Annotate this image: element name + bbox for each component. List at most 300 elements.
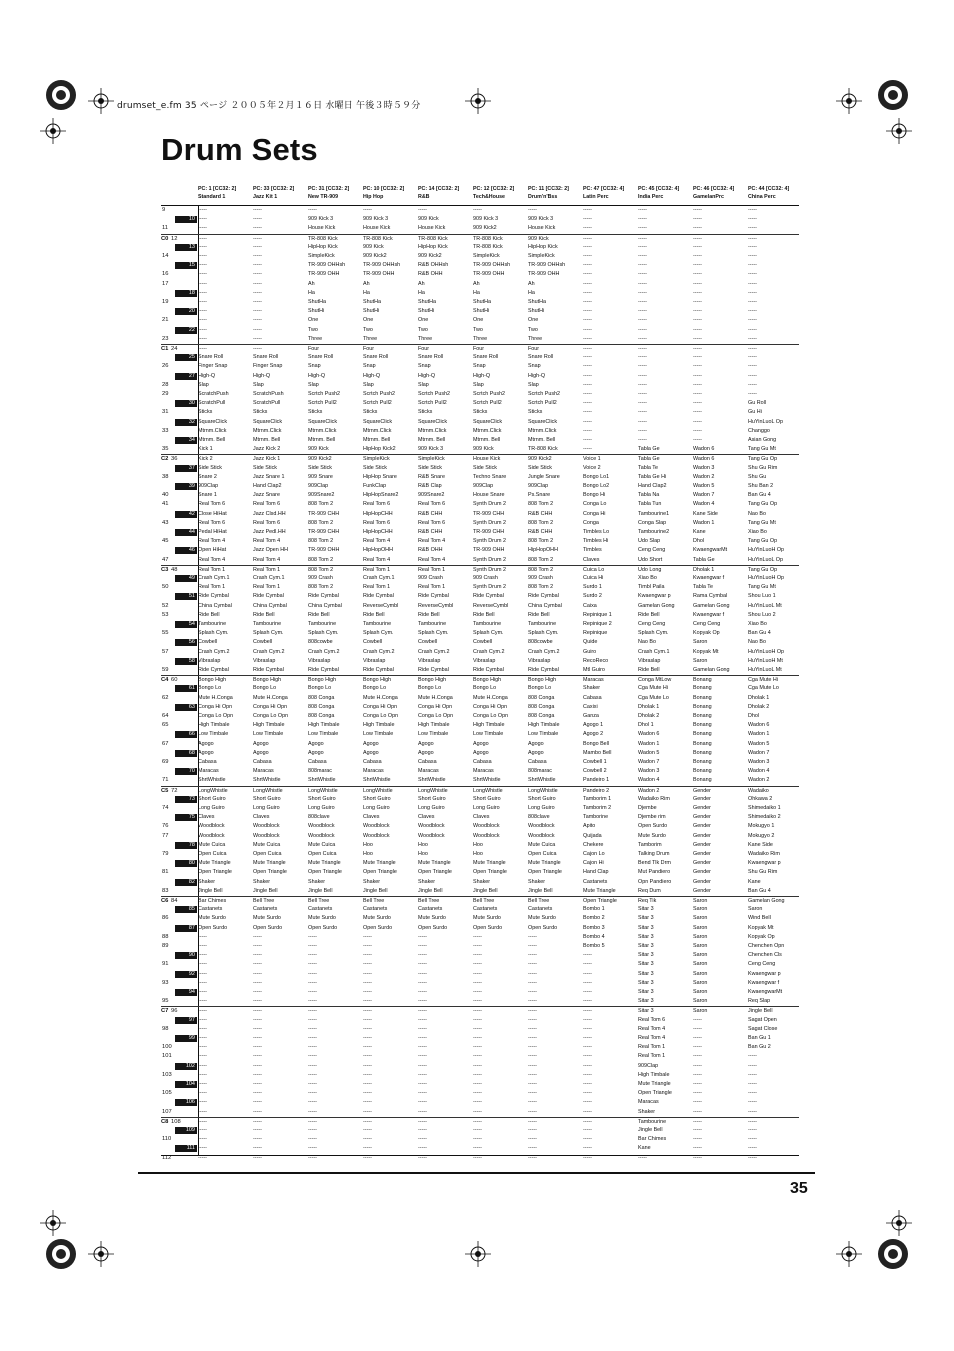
instrument-cell: Synth Drum 2 [473, 519, 506, 526]
instrument-cell: ----- [198, 989, 207, 995]
instrument-cell: Gu Hi [748, 409, 762, 416]
instrument-cell: High Timbale [638, 1071, 670, 1078]
instrument-cell: ----- [253, 335, 262, 342]
instrument-cell: ----- [363, 1008, 372, 1015]
instrument-cell: Side Stick [198, 464, 222, 471]
instrument-cell: Mute Triangle [363, 860, 396, 867]
instrument-cell: Sitar 3 [638, 933, 654, 940]
instrument-cell: Tang Gu Op [748, 566, 778, 573]
instrument-cell: ----- [308, 1145, 317, 1152]
instrument-cell: Woodblock [253, 823, 280, 830]
instrument-cell: ----- [473, 207, 482, 213]
instrument-cell: ----- [473, 1062, 482, 1069]
white-key-number: 29 [162, 391, 169, 397]
table-row [161, 684, 799, 693]
instrument-cell: ----- [748, 1108, 757, 1115]
instrument-cell: FunkClap [363, 483, 387, 489]
column-kit-name: India Perc [638, 193, 664, 200]
instrument-cell: ShrtWhistle [473, 777, 501, 784]
table-row [161, 280, 799, 289]
instrument-cell: China Cymbal [308, 602, 342, 609]
instrument-cell: Ps.Snare [528, 492, 551, 499]
instrument-cell: Shaker [528, 878, 546, 885]
instrument-cell: ----- [693, 427, 702, 434]
instrument-cell: Real Tom 6 [363, 501, 391, 508]
instrument-cell: ----- [583, 216, 592, 223]
table-row [161, 703, 799, 712]
instrument-cell: ----- [473, 998, 482, 1005]
instrument-cell: Agogo [473, 749, 489, 756]
instrument-cell: TR-909 CHH [473, 529, 505, 535]
instrument-cell: Short Guiro [308, 795, 336, 802]
instrument-cell: Bell Tree [473, 898, 495, 904]
instrument-cell: ----- [198, 1099, 207, 1106]
instrument-cell: High Timbale [528, 722, 560, 729]
table-row [161, 951, 799, 960]
instrument-cell: Woodblock [308, 832, 335, 839]
instrument-cell: Sitar 3 [638, 924, 654, 931]
instrument-cell: ----- [418, 1154, 427, 1161]
instrument-cell: 808 Tom 2 [528, 519, 554, 526]
instrument-cell: ----- [473, 1035, 482, 1041]
instrument-cell: Shaker [363, 878, 381, 885]
instrument-cell: Real Tom 6 [253, 501, 281, 508]
instrument-cell: ----- [363, 207, 372, 213]
table-row [161, 675, 799, 684]
instrument-cell: LongWhistle [253, 787, 283, 794]
table-row [161, 510, 799, 519]
black-key-number: 99 [175, 1035, 197, 1042]
instrument-cell: Shaker [253, 878, 271, 885]
instrument-cell: Shu Gu Rim [748, 464, 778, 471]
instrument-cell: ShutHi [528, 308, 545, 315]
instrument-cell: Ride Bell [198, 611, 220, 618]
white-key-number: 79 [162, 851, 169, 857]
instrument-cell: Open Surdo [638, 823, 668, 830]
instrument-cell: ----- [308, 1044, 317, 1051]
instrument-cell: ----- [638, 427, 647, 434]
instrument-cell: Short Guiro [253, 795, 281, 802]
instrument-cell: Dhol [693, 538, 705, 545]
instrument-cell: ----- [253, 989, 262, 995]
instrument-cell: ----- [638, 225, 647, 232]
instrument-cell: TR-909 OHHsh [363, 262, 401, 269]
instrument-cell: ----- [418, 1035, 427, 1041]
instrument-cell: Apito [583, 823, 596, 830]
instrument-cell: ----- [363, 1081, 372, 1087]
black-key-number: 58 [175, 658, 197, 665]
instrument-cell: Wadon 5 [748, 740, 770, 747]
instrument-cell: 909Clap [473, 483, 494, 489]
instrument-cell: Splash Cym. [418, 630, 449, 637]
black-key-number: 18 [175, 290, 197, 297]
instrument-cell: Castanets [473, 906, 498, 913]
instrument-cell: Tamborim [638, 841, 662, 848]
instrument-cell: Shaker [473, 878, 491, 885]
instrument-cell: Cowbell [418, 639, 438, 646]
instrument-cell: Shu Ban 2 [748, 483, 774, 489]
instrument-cell: Wadon 7 [693, 492, 715, 499]
instrument-cell: ----- [748, 1062, 757, 1069]
instrument-cell: ----- [638, 1154, 647, 1161]
instrument-cell: Jazz Pedl.HH [253, 529, 286, 535]
registration-mark-low-left [40, 1210, 66, 1236]
instrument-cell: Real Tom 1 [418, 584, 446, 591]
instrument-cell: ----- [253, 289, 262, 296]
crop-target-bottom-left [44, 1237, 78, 1271]
white-key-number: 38 [162, 473, 169, 480]
black-key-number: 75 [175, 814, 197, 821]
instrument-cell: ----- [583, 1062, 592, 1069]
instrument-cell: Two [418, 326, 428, 333]
table-row [161, 942, 799, 951]
instrument-cell: Bonang [693, 703, 712, 710]
instrument-cell: Open Triangle [473, 869, 507, 876]
table-row [161, 868, 799, 877]
instrument-cell: ----- [748, 326, 757, 333]
instrument-cell: ----- [693, 354, 702, 361]
instrument-cell: Two [473, 326, 483, 333]
table-row [161, 776, 799, 785]
white-key-number: 19 [162, 299, 169, 305]
instrument-cell: Mute Triangle [253, 860, 286, 867]
instrument-cell: ----- [583, 243, 592, 250]
instrument-cell: ----- [198, 280, 207, 287]
instrument-cell: One [308, 317, 319, 324]
instrument-cell: Scrtch Push2 [363, 391, 396, 397]
instrument-cell: 909 Kick [528, 235, 549, 242]
octave-label: C7 [161, 1008, 169, 1015]
instrument-cell: TR-808 Kick [363, 235, 393, 242]
table-row [161, 270, 799, 279]
instrument-cell: Cabasa [473, 759, 492, 765]
instrument-cell: Tang Gu Op [748, 456, 778, 463]
instrument-cell: Shu Gu Rim [748, 869, 778, 876]
instrument-cell: ----- [638, 235, 647, 242]
instrument-cell: Mtrnm. Bell [198, 437, 226, 443]
instrument-cell: Jingle Bell [198, 887, 223, 894]
instrument-cell: TR-808 Kick [473, 243, 503, 250]
instrument-cell: Cga Mute Hi [638, 685, 668, 692]
instrument-cell: 909 Kick2 [528, 456, 552, 463]
instrument-cell: Jazz Open HH [253, 547, 289, 554]
instrument-cell: ----- [363, 1154, 372, 1161]
black-key-number: 56 [175, 639, 197, 646]
instrument-cell: ----- [418, 1127, 427, 1133]
column-kit-name: GamelanPrc [693, 193, 724, 200]
instrument-cell: ----- [638, 271, 647, 278]
instrument-cell: ----- [253, 271, 262, 278]
instrument-cell: Mute Surdo [308, 915, 336, 922]
instrument-cell: Sagat Close [748, 1025, 778, 1032]
instrument-cell: Four [418, 346, 430, 352]
instrument-cell: Shaker [583, 685, 601, 692]
column-program-change: PC: 14 [CC32: 2] [418, 186, 460, 192]
instrument-cell: 808 Conga [308, 713, 335, 719]
black-key-number: 73 [175, 796, 197, 803]
instrument-cell: Agogo [198, 749, 214, 756]
white-key-number: 100 [162, 1044, 172, 1051]
instrument-cell: ----- [583, 207, 592, 213]
instrument-cell: Maracas [253, 768, 274, 775]
instrument-cell: TR-808 Kick [308, 235, 338, 242]
instrument-cell: ----- [748, 262, 757, 269]
instrument-cell: ShutHa [528, 299, 546, 305]
instrument-cell: Bombo 1 [583, 906, 605, 913]
instrument-cell: Bell Tree [418, 898, 440, 904]
instrument-cell: ----- [363, 1118, 372, 1125]
instrument-cell: Agogo [198, 740, 214, 747]
instrument-cell: Wadon 6 [693, 446, 715, 453]
instrument-cell: High-Q [473, 372, 491, 379]
instrument-cell: ----- [473, 1016, 482, 1023]
instrument-cell: Open Triangle [198, 869, 232, 876]
table-row [161, 1154, 799, 1163]
table-row [161, 583, 799, 592]
registration-mark-bottom-center [465, 1241, 491, 1267]
instrument-cell: Mute Triangle [528, 860, 561, 867]
instrument-cell: ShutHa [308, 299, 326, 305]
instrument-cell: Real Tom 6 [363, 519, 391, 526]
instrument-cell: Jingle Bell [528, 887, 553, 894]
instrument-cell: Cga Mute Lo [638, 694, 669, 701]
table-row [161, 298, 799, 307]
instrument-cell: ----- [693, 391, 702, 397]
octave-label: C2 [161, 456, 169, 463]
white-key-number: 86 [162, 915, 169, 922]
instrument-cell: Djembe [638, 805, 657, 811]
instrument-cell: Dholak 1 [693, 566, 715, 573]
instrument-cell: Jazz Clsd.HH [253, 510, 286, 517]
instrument-cell: China Cymbal [198, 602, 232, 609]
instrument-cell: Sticks [308, 409, 323, 416]
instrument-cell: ----- [418, 1118, 427, 1125]
instrument-cell: ----- [363, 1016, 372, 1023]
white-key-number: 72 [171, 787, 178, 794]
instrument-cell: Bongo Hi [583, 492, 606, 499]
instrument-cell: ----- [418, 979, 427, 986]
table-row [161, 353, 799, 362]
instrument-cell: ----- [363, 943, 372, 949]
instrument-cell: Gender [693, 887, 711, 894]
instrument-cell: Snare 2 [198, 473, 217, 480]
white-key-number: 101 [162, 1053, 172, 1060]
instrument-cell: Mtrnm.Click [418, 427, 447, 434]
white-key-number: 105 [162, 1090, 172, 1097]
instrument-cell: ----- [693, 372, 702, 379]
instrument-cell: HuYinLuoL Op [748, 556, 783, 563]
instrument-cell: Wadon 2 [748, 777, 770, 784]
instrument-cell: HuYinLuoH Op [748, 575, 785, 581]
instrument-cell: Real Tom 1 [638, 1053, 666, 1060]
instrument-cell: ----- [253, 1136, 262, 1143]
instrument-cell: Tambourine [363, 621, 392, 627]
white-key-number: 23 [162, 335, 169, 342]
instrument-cell: Ah [418, 280, 425, 287]
instrument-cell: Ban Gu 4 [748, 492, 771, 499]
table-row [161, 556, 799, 565]
instrument-cell: ----- [638, 391, 647, 397]
instrument-cell: Saron [693, 970, 708, 977]
instrument-cell: ----- [473, 1081, 482, 1087]
instrument-cell: Splash Cym. [308, 630, 339, 637]
instrument-cell: SquareClick [528, 418, 558, 425]
instrument-cell: Sitar 3 [638, 952, 654, 959]
column-kit-name: Drum'n'Bss [528, 193, 558, 200]
instrument-cell: ----- [693, 1081, 702, 1087]
black-key-number: 37 [175, 465, 197, 472]
instrument-cell: ShrtWhistle [308, 777, 336, 784]
instrument-cell: ----- [748, 1154, 757, 1161]
instrument-cell: ShutHi [473, 308, 490, 315]
table-row [161, 519, 799, 528]
instrument-cell: 909 Crash [528, 575, 553, 581]
white-key-number: 33 [162, 427, 169, 434]
instrument-cell: ----- [693, 381, 702, 388]
instrument-cell: Timbles Hi [583, 538, 609, 545]
instrument-cell: ShutHa [363, 299, 381, 305]
instrument-cell: High-Q [528, 372, 546, 379]
table-row [161, 307, 799, 316]
instrument-cell: Side Stick [473, 464, 497, 471]
instrument-cell: Tabla Ge [638, 446, 660, 453]
instrument-cell: Conga [583, 519, 599, 526]
instrument-cell: 808 Tom 2 [528, 556, 554, 563]
table-row [161, 767, 799, 776]
instrument-cell: Cajon Lo [583, 851, 605, 857]
instrument-cell: ----- [638, 400, 647, 407]
instrument-cell: Tambourine2 [638, 529, 670, 535]
table-row [161, 1071, 799, 1080]
instrument-cell: ----- [638, 299, 647, 305]
instrument-cell: Long Guiro [528, 805, 555, 811]
instrument-cell: ----- [418, 1090, 427, 1097]
instrument-cell: 909Snare2 [308, 492, 335, 499]
instrument-cell: ----- [693, 1053, 702, 1060]
instrument-cell: Conga Lo Opn [473, 713, 509, 719]
instrument-cell: Agogo [418, 740, 434, 747]
instrument-cell: ----- [198, 961, 207, 968]
instrument-cell: SquareClick [198, 418, 228, 425]
instrument-cell: ----- [253, 317, 262, 324]
instrument-cell: Open Cuica [308, 851, 337, 857]
instrument-cell: 909Clap [528, 483, 549, 489]
instrument-cell: Splash Cym. [638, 630, 669, 637]
instrument-cell: Bongo Lo [418, 685, 442, 692]
instrument-cell: ----- [473, 989, 482, 995]
instrument-cell: Gu Roll [748, 400, 766, 407]
instrument-cell: Vibraslap [638, 657, 661, 664]
instrument-cell: Gender [693, 787, 711, 794]
instrument-cell: ----- [693, 243, 702, 250]
instrument-cell: ShrtWhistle [418, 777, 446, 784]
black-key-number: 90 [175, 952, 197, 959]
instrument-cell: 909 Kick [308, 446, 329, 453]
instrument-cell: High Timbale [473, 722, 505, 729]
instrument-cell: HipHop Snare [363, 473, 397, 480]
instrument-cell: Claves [198, 814, 215, 821]
column-kit-name: China Perc [748, 193, 776, 200]
instrument-cell: Bongo Lo [308, 685, 332, 692]
instrument-cell: Snare Roll [253, 354, 279, 361]
instrument-cell: Bongo Lo [363, 685, 387, 692]
black-key-number: 102 [175, 1063, 197, 1070]
instrument-cell: Synth Drum 2 [473, 501, 506, 508]
instrument-cell: High Timbale [418, 722, 450, 729]
table-row [161, 694, 799, 703]
instrument-cell: ----- [473, 979, 482, 986]
instrument-cell: ----- [363, 1108, 372, 1115]
instrument-cell: Tabla Ge [638, 456, 660, 463]
instrument-cell: Saron [693, 924, 708, 931]
instrument-cell: ----- [638, 280, 647, 287]
instrument-cell: Surdo 1 [583, 584, 602, 591]
instrument-cell: ----- [308, 207, 317, 213]
instrument-cell: ----- [528, 1118, 537, 1125]
instrument-cell: ----- [198, 1016, 207, 1023]
instrument-cell: Quide [583, 639, 598, 646]
table-row [161, 537, 799, 546]
instrument-cell: KwaengwarMt [748, 989, 783, 995]
instrument-cell: HipHopSnare2 [363, 492, 399, 499]
octave-label: C0 [161, 235, 169, 242]
instrument-cell: ----- [528, 1099, 537, 1106]
instrument-cell: Wadon 2 [638, 787, 660, 794]
instrument-cell: Mute H.Conga [473, 694, 508, 701]
instrument-cell: Udo Slap [638, 538, 661, 545]
table-row [161, 1080, 799, 1089]
column-kit-name: New TR-909 [308, 193, 339, 200]
instrument-cell: ----- [198, 207, 207, 213]
instrument-cell: Nao Bo [748, 639, 766, 646]
instrument-cell: One [473, 317, 484, 324]
instrument-cell: ----- [198, 216, 207, 223]
instrument-cell: Agogo [528, 749, 544, 756]
instrument-cell: 909Clap [638, 1062, 659, 1069]
instrument-cell: Vibraslap [528, 657, 551, 664]
instrument-cell: Bongo High [198, 677, 227, 684]
instrument-cell: Kwaengwar f [693, 611, 725, 618]
column-header [198, 186, 236, 201]
instrument-cell: ----- [198, 235, 207, 242]
instrument-cell: ----- [418, 1044, 427, 1051]
instrument-cell: Kopyak Op [748, 933, 775, 940]
instrument-cell: ----- [528, 961, 537, 968]
instrument-cell: ----- [253, 216, 262, 223]
instrument-cell: ----- [418, 1099, 427, 1106]
table-row [161, 749, 799, 758]
instrument-cell: SimpleKick [528, 253, 555, 259]
instrument-cell: ----- [583, 391, 592, 397]
instrument-cell: Claves [363, 814, 380, 821]
instrument-cell: Bar Chimes [198, 898, 227, 904]
instrument-cell: ----- [583, 326, 592, 333]
white-key-number: 81 [162, 869, 169, 876]
instrument-cell: Ride Cymbal [198, 667, 229, 673]
instrument-cell: Mtrnm.Click [473, 427, 502, 434]
instrument-cell: ReverseCymbl [418, 602, 454, 609]
instrument-cell: Kwaengwar p [748, 970, 781, 977]
instrument-cell: ----- [528, 1044, 537, 1051]
instrument-cell: HipHop Kick2 [363, 446, 396, 453]
instrument-cell: ----- [308, 1136, 317, 1143]
instrument-cell: Real Tom 1 [418, 566, 446, 573]
instrument-cell: ----- [363, 933, 372, 940]
black-key-number: 13 [175, 244, 197, 251]
instrument-cell: Jingle Bell [308, 887, 333, 894]
instrument-cell: Four [473, 346, 485, 352]
instrument-cell: Woodblock [198, 832, 225, 839]
